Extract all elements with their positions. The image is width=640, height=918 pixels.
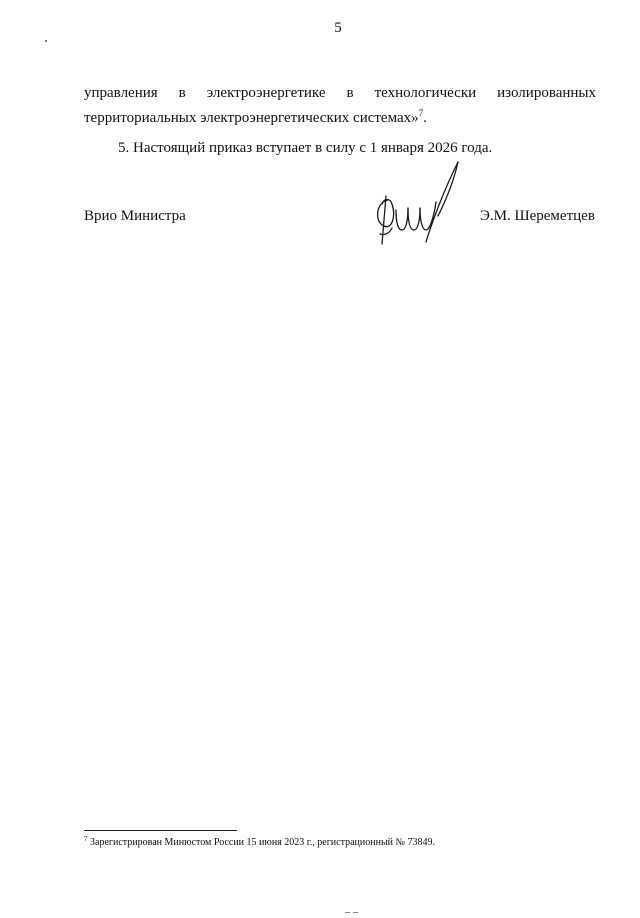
position-title: Врио Министра — [84, 208, 186, 224]
word: изолированных — [497, 85, 596, 101]
footnote — [84, 837, 435, 849]
paragraph-text: территориальных электроэнергетических системах» — [84, 110, 419, 126]
word: электроэнергетике — [206, 85, 326, 101]
word: управления — [84, 85, 158, 101]
clause-5: 5. Настоящий приказ вступает в силу с 1 января 2026 года. — [118, 140, 493, 156]
signature-icon — [366, 160, 466, 256]
page-number: 5 — [334, 20, 342, 36]
word: в — [346, 85, 354, 101]
signer-name: Э.М. Шереметцев — [480, 208, 595, 224]
scan-edge-marks — [345, 900, 365, 902]
paragraph-end: . — [423, 110, 427, 126]
word: в — [178, 85, 186, 101]
paragraph-line-1 — [84, 84, 596, 102]
paragraph-line-2 — [84, 109, 427, 127]
footnote-divider — [84, 830, 237, 831]
scan-speck — [45, 40, 47, 42]
footnote-marker: 7 — [84, 835, 88, 843]
word: технологически — [374, 85, 477, 101]
footnote-text: Зарегистрирован Минюстом России 15 июня 2023 г., регистрационный № 73849. — [87, 837, 436, 848]
footnote-reference[interactable]: 7 — [418, 108, 424, 118]
